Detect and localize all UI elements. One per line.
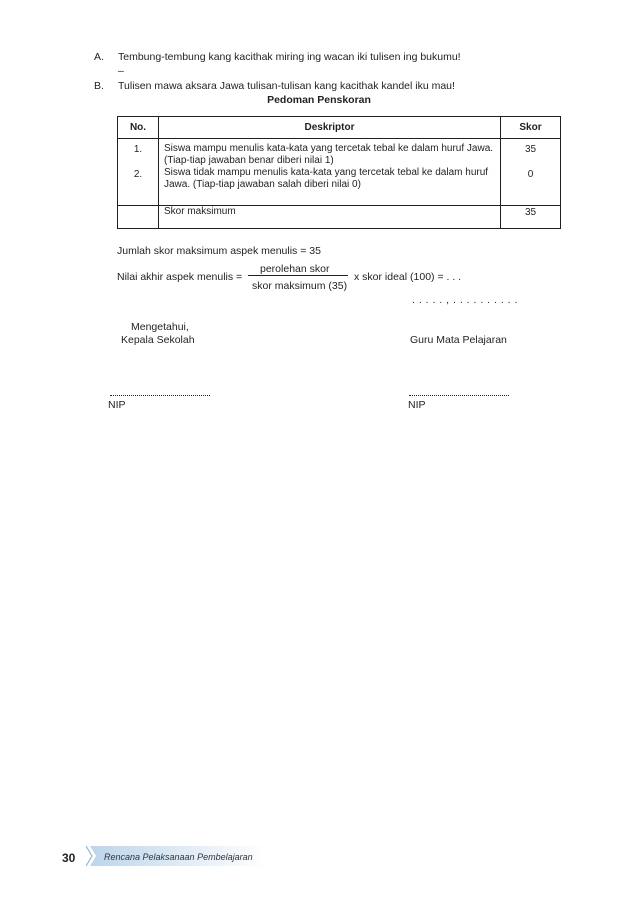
instruction-b-text: Tulisen mawa aksara Jawa tulisan-tulisan kang kacithak kandel iku mau!	[118, 80, 455, 92]
row-numbers-cell	[118, 139, 159, 206]
max-empty-cell	[118, 206, 159, 229]
principal-nip: NIP	[108, 399, 126, 411]
footer-book-title: Rencana Pelaksanaan Pembelajaran	[104, 852, 253, 862]
rubric-table	[117, 116, 561, 229]
row-1-desc-line-1: Siswa mampu menulis kata-kata yang tercetak tebal ke dalam huruf Jawa.	[164, 143, 494, 154]
instruction-a-text: Tembung-tembung kang kacithak miring ing wacan iki tulisen ing bukumu!	[118, 51, 461, 63]
signature-known-label: Mengetahui,	[131, 321, 189, 333]
row-2-skor: 0	[527, 169, 534, 180]
table-row	[118, 139, 561, 206]
instruction-a-sub: –	[118, 65, 124, 77]
header-skor: Skor	[501, 117, 561, 139]
row-descriptor-cell	[159, 139, 501, 206]
teacher-nip: NIP	[408, 399, 426, 411]
instruction-a-letter: A.	[94, 51, 104, 63]
date-placeholder: . . . . . , . . . . . . . . . .	[412, 294, 518, 306]
fraction-numerator: perolehan skor	[260, 263, 330, 275]
row-1-no: 1.	[133, 144, 143, 155]
principal-signature-line	[110, 395, 210, 396]
page-number: 30	[62, 851, 76, 865]
header-no: No.	[118, 117, 159, 139]
row-2-desc-line-2: Jawa. (Tiap-tiap jawaban salah diberi nilai 0)	[164, 179, 361, 190]
instruction-b-letter: B.	[94, 80, 104, 92]
row-2-no: 2.	[133, 169, 143, 180]
row-1-desc-line-2: (Tiap-tiap jawaban benar diberi nilai 1)	[164, 155, 334, 166]
formula-prefix: Nilai akhir aspek menulis =	[117, 271, 243, 283]
fraction-bar	[248, 275, 348, 276]
row-1-skor: 35	[524, 144, 537, 155]
max-label: Skor maksimum	[159, 206, 501, 229]
signature-principal-label: Kepala Sekolah	[121, 334, 195, 346]
header-desc: Deskriptor	[159, 117, 501, 139]
max-value: 35	[501, 206, 561, 229]
row-skor-cell	[501, 139, 561, 206]
fraction-denominator: skor maksimum (35)	[252, 280, 348, 292]
table-header-row	[118, 117, 561, 139]
teacher-signature-line	[409, 395, 509, 396]
row-2-desc-line-1: Siswa tidak mampu menulis kata-kata yang tercetak tebal ke dalam huruf	[164, 167, 489, 178]
total-score-line: Jumlah skor maksimum aspek menulis = 35	[117, 245, 321, 257]
formula-suffix: x skor ideal (100) = . . .	[354, 271, 462, 283]
signature-teacher-label: Guru Mata Pelajaran	[410, 334, 507, 346]
table-row	[118, 206, 561, 229]
rubric-title: Pedoman Penskoran	[267, 94, 371, 106]
